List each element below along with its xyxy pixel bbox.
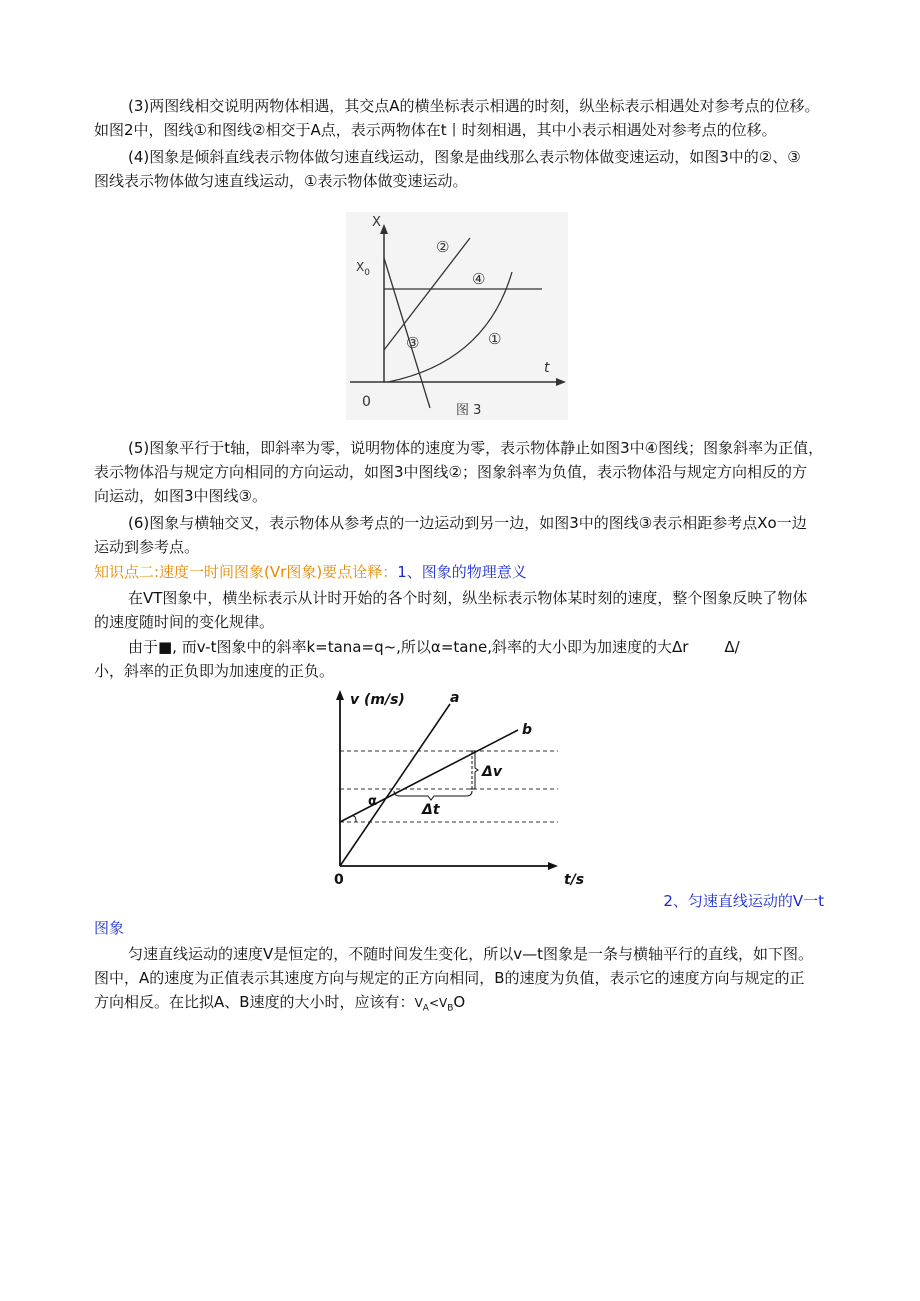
vt-delta-v-bracket [470, 751, 478, 789]
figure-vt-graph [310, 684, 590, 890]
paragraph-4-line-2: 图线表示物体做匀速直线运动，①表示物体做变速运动。 [94, 172, 468, 190]
paragraph-6-line-2: 运动到参考点。 [94, 538, 200, 556]
vt-paragraph-line-2: 的速度随时间的变化规律。 [94, 613, 275, 631]
figure-3-label-1: ① [488, 330, 502, 348]
velocity-b-symbol: $V_B$ [439, 996, 454, 1014]
knowledge-point-2-title: 知识点二:速度一时间图象(Vr图象)要点诠释： [94, 563, 398, 581]
figure-3-origin-label: 0 [362, 394, 371, 410]
figure-3-caption: 图 3 [456, 403, 482, 418]
less-than-symbol: < [428, 996, 440, 1010]
slope-text: 由于■, 而v-t图象中的斜率k=tana=q~,所以α=tane,斜率的大小即为加速度的大Δr [128, 638, 689, 656]
figure-3-label-2: ② [436, 238, 450, 256]
uniform-paragraph-line-2: 图中，A的速度为正值表示其速度方向与规定的正方向相同，B的速度为负值，表示它的速度方向与规定的正 [94, 969, 805, 987]
paragraph-6-line-1: (6)图象与横轴交叉，表示物体从参考点的一边运动到另一边，如图3中的图线③表示相距参考点Xo一边 [128, 514, 807, 532]
vt-line-b-label: b [522, 722, 533, 738]
vt-paragraph-line-1: 在VT图象中，横坐标表示从计时开始的各个时刻，纵坐标表示物体某时刻的速度，整个图象反映了物体 [128, 589, 808, 607]
paragraph-3-line-1: (3)两图线相交说明两物体相遇，其交点A的横坐标表示相遇的时刻，纵坐标表示相遇处对参考点的位移。 [128, 97, 820, 115]
paragraph-5-line-2: 表示物体沿与规定方向相同的方向运动，如图3中图线②；图象斜率为负值，表示物体沿与规定方向相反的方 [94, 463, 807, 481]
slope-paragraph-line-1 [0, 637, 920, 657]
vt-line-a-label: a [450, 690, 460, 706]
uniform-paragraph-line-3 [0, 992, 920, 1018]
paragraph-5-line-1: (5)图象平行于t轴，即斜率为零，说明物体的速度为零，表示物体静止如图3中④图线；图象斜率为正值， [128, 439, 824, 457]
vt-delta-t-bracket [394, 791, 472, 800]
paragraph-3-line-2: 如图2中，图线①和图线②相交于A点，表示两物体在t丨时刻相遇，其中小表示相遇处对参考点的位移。 [94, 121, 777, 139]
uniform-motion-heading-continued: 图象 [94, 919, 125, 937]
vt-x-arrow [548, 862, 558, 870]
vt-y-arrow [336, 690, 344, 700]
uniform-motion-heading: 2、匀速直线运动的V一t [663, 892, 824, 910]
velocity-a-symbol: $V_A$ [414, 996, 429, 1014]
vt-alpha-arc [352, 816, 356, 822]
vt-x-label: t/s [564, 872, 585, 888]
figure-3-y-label: X [372, 215, 381, 230]
vt-alpha-label: α [368, 794, 377, 809]
figure-3-x0-label: $X_0$ [356, 260, 370, 278]
vt-y-label: v (m/s) [350, 692, 405, 708]
slope-delta-t: Δ/ [724, 638, 740, 656]
vt-origin-label: 0 [334, 872, 344, 888]
vt-line-a [340, 704, 450, 866]
slope-paragraph-line-2: 小，斜率的正负即为加速度的正负。 [94, 662, 335, 680]
paragraph-5-line-3: 向运动，如图3中图线③。 [94, 487, 267, 505]
figure-3-label-4: ④ [472, 270, 486, 288]
figure-3-xt-graph [346, 212, 568, 420]
uniform-paragraph-line-1: 匀速直线运动的速度V是恒定的，不随时间发生变化，所以v—t图象是一条与横轴平行的直线，如下图。 [128, 945, 814, 963]
uniform-line-3-text: 方向相反。在比拟A、B速度的大小时，应该有： [94, 993, 415, 1011]
paragraph-4-line-1: (4)图象是倾斜直线表示物体做匀速直线运动，图象是曲线那么表示物体做变速运动，如图3中的②、③ [128, 148, 801, 166]
figure-3-background [346, 212, 568, 420]
uniform-line-3-end: O [453, 993, 466, 1011]
physical-meaning-subheading: 1、图象的物理意义 [397, 563, 527, 581]
figure-3-t-label: t [544, 360, 550, 376]
vt-delta-t-label: Δt [422, 802, 440, 818]
figure-3-label-3: ③ [406, 334, 420, 352]
vt-delta-v-label: Δv [482, 764, 502, 780]
knowledge-point-2-heading [0, 562, 920, 582]
